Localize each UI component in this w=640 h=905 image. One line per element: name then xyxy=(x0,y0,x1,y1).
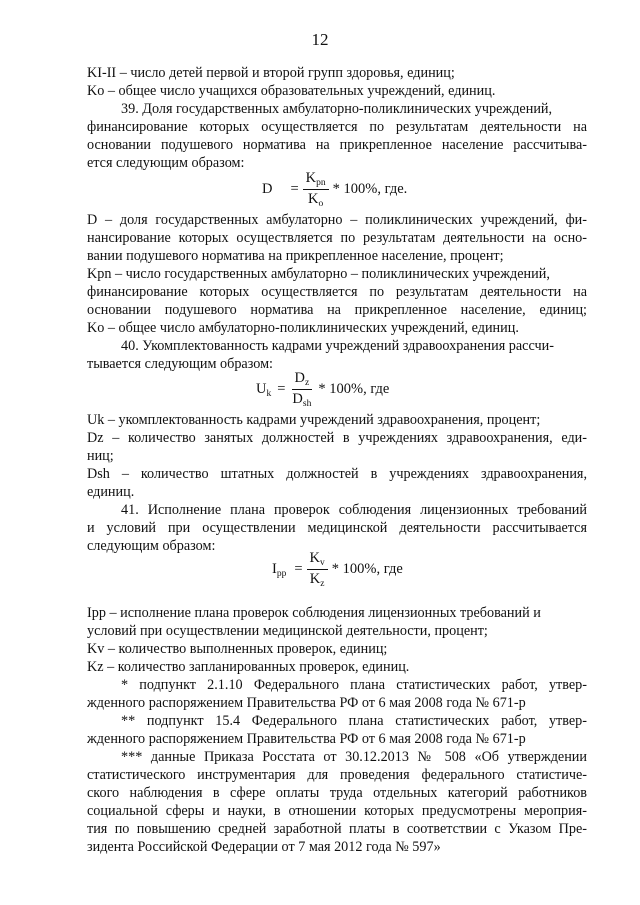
text-line: Ipp – исполнение плана проверок соблюдения лицензионных требований и xyxy=(87,605,541,621)
text-line: условий при осуществлении медицинской деятельности, процент; xyxy=(87,623,488,639)
text-line: основании подушевого норматива на прикрепленное население рассчитыва- xyxy=(87,137,587,153)
text-line: тывается следующим образом: xyxy=(87,356,273,372)
text-line: следующим образом: xyxy=(87,538,216,554)
paragraph-40-heading: 40. Укомплектованность кадрами учреждений здравоохранения рассчи- xyxy=(121,338,554,354)
text-line: жденного распоряжением Правительства РФ от 6 мая 2008 года № 671-р xyxy=(87,695,526,711)
text-line: финансирование которых осуществляется по результатам деятельности на xyxy=(87,284,587,300)
footnote-2: ** подпункт 15.4 Федерального плана статистических работ, утвер- xyxy=(121,713,587,729)
text-line: Ko – общее число амбулаторно-поликлинических учреждений, единиц. xyxy=(87,320,519,336)
text-line: нансирование которых осуществляется по результатам деятельности на осно- xyxy=(87,230,587,246)
footnote-1: * подпункт 2.1.10 Федерального плана статистических работ, утвер- xyxy=(121,677,587,693)
paragraph-39-heading: 39. Доля государственных амбулаторно-поликлинических учреждений, xyxy=(121,101,553,117)
text-line: финансирование которых осуществляется по результатам деятельности на xyxy=(87,119,587,135)
text-line: тия по повышению средней заработной платы в соответствии с Указом Пре- xyxy=(87,821,587,837)
text-line: Kv – количество выполненных проверок, единиц; xyxy=(87,641,388,657)
text-line: Kpn – число государственных амбулаторно – поликлинических учреждений, xyxy=(87,266,550,282)
text-line: Uk – укомплектованность кадрами учреждений здравоохранения, процент; xyxy=(87,412,541,428)
formula-d: D = $\frac{K_{pn}}{K_o}$ * 100%, где. xyxy=(262,170,408,209)
footnote-3: *** данные Приказа Росстата от 30.12.2013 № 508 «Об утверждении xyxy=(121,749,587,765)
formula-uk: $U_k$ = $\frac{D_z}{D_{sh}}$ * 100%, где xyxy=(256,370,390,409)
text-line: зидента Российской Федерации от 7 мая 2012 года № 597» xyxy=(87,839,441,855)
text-line: Dsh – количество штатных должностей в учреждениях здравоохранения, xyxy=(87,466,587,482)
text-line: статистического инструментария для проведения федерального статистиче- xyxy=(87,767,587,783)
page-number: 12 xyxy=(311,30,329,49)
text-line: Kz – количество запланированных проверок, единиц. xyxy=(87,659,410,675)
text-line: Ko – общее число учащихся образовательных учреждений, единиц. xyxy=(87,83,496,99)
text-line: жденного распоряжением Правительства РФ от 6 мая 2008 года № 671-р xyxy=(87,731,526,747)
text-line: ского наблюдения в сфере оплаты труда отдельных категорий работников xyxy=(87,785,587,801)
text-line: основании подушевого норматива на прикрепленное население, единиц; xyxy=(87,302,587,318)
text-line: единиц. xyxy=(87,484,135,500)
text-line: KI-II – число детей первой и второй групп здоровья, единиц; xyxy=(87,65,455,81)
text-line: ется следующим образом: xyxy=(87,155,245,171)
formula-ipp: $I_{pp}$ = $\frac{K_v}{K_z}$ * 100%, где xyxy=(272,550,403,589)
text-line: Dz – количество занятых должностей в учреждениях здравоохранения, еди- xyxy=(87,430,587,446)
text-line: социальной сферы и науки, в отношении которых предусмотрены мероприя- xyxy=(87,803,587,819)
paragraph-41-heading: 41. Исполнение плана проверок соблюдения лицензионных требований xyxy=(121,502,587,518)
text-line: вании подушевого норматива на прикрепленное население, процент; xyxy=(87,248,504,264)
text-line: и условий при осуществлении медицинской деятельности рассчитывается xyxy=(87,520,587,536)
text-line: D – доля государственных амбулаторно – поликлинических учреждений, фи- xyxy=(87,212,587,228)
text-line: ниц; xyxy=(87,448,114,464)
